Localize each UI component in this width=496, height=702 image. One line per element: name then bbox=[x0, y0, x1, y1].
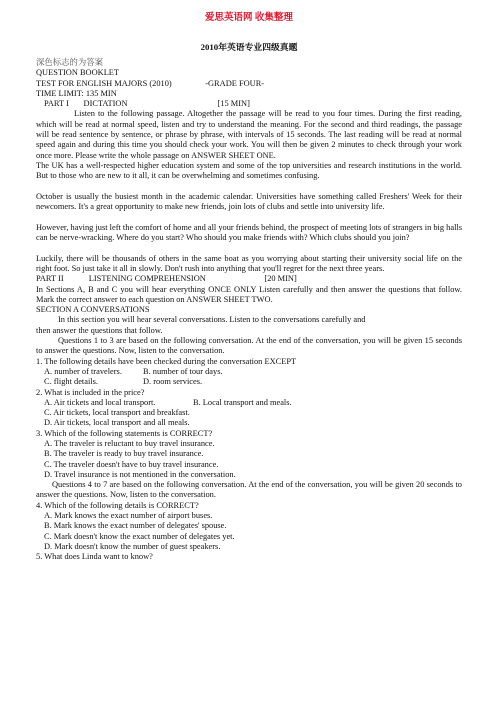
section-a-heading: SECTION A CONVERSATIONS bbox=[36, 305, 150, 315]
section-a-intro: In this section you will hear several conversations. Listen to the conversations carefully and bbox=[58, 315, 366, 325]
test-line: TEST FOR ENGLISH MAJORS (2010) -GRADE FOUR- bbox=[36, 78, 265, 88]
option: C. flight details. bbox=[44, 377, 98, 387]
exam-page bbox=[36, 12, 462, 563]
question-stem: 1. The following details have been checked during the conversation EXCEPT bbox=[36, 356, 297, 366]
option: D. Mark doesn't know the number of guest speakers. bbox=[44, 541, 221, 551]
option: B. Local transport and meals. bbox=[193, 397, 292, 407]
question-stem: 5. What does Linda want to know? bbox=[36, 552, 153, 562]
part1-instructions: Listen to the following passage. Altogether the passage will be read to you four times. During the first reading, which will be read at normal speed, listen and try to understand the meaning. For the second and third readings, the passage will be read sentence by sentence, or phrase by phrase, with intervals of 15 seconds. The last reading will be read at normal speed again and during this time you should check your work. You will then be given 2 minutes to check through your work once more. Please write the whole passage on ANSWER SHEET ONE. bbox=[36, 109, 462, 160]
time-limit: TIME LIMIT: 135 MIN bbox=[36, 88, 117, 98]
option: C. The traveler doesn't have to buy travel insurance. bbox=[44, 459, 219, 469]
option: C. Mark doesn't know the exact number of delegates yet. bbox=[44, 531, 235, 541]
q1-3-intro: Questions 1 to 3 are based on the following conversation. At the end of the conversation, you will be given 15 seconds to answer the questions. Now, listen to the conversation. bbox=[36, 336, 462, 356]
dictation-paragraph: October is usually the busiest month in the academic calendar. Universities have something called Freshers' Week for their newcomers. It's a great opportunity to make new friends, join lots of clubs and settle into university life. bbox=[36, 191, 462, 212]
option: A. number of travelers. bbox=[44, 366, 122, 376]
option: A. Air tickets and local transport. bbox=[44, 397, 156, 407]
part2-heading: PART II LISTENING COMPREHENSION [20 MIN] bbox=[36, 274, 297, 284]
option: C. Air tickets, local transport and breakfast. bbox=[44, 408, 190, 418]
q4-7-intro: Questions 4 to 7 are based on the following conversation. At the end of the conversation, you will be given 20 seconds to answer the questions. Now, listen to the conversation. bbox=[36, 480, 462, 500]
site-header: 爱思英语网 收集整理 bbox=[205, 13, 293, 23]
option: B. Mark knows the exact number of delegates' spouse. bbox=[44, 521, 227, 531]
question-stem: 3. Which of the following statements is CORRECT? bbox=[36, 428, 213, 438]
dictation-paragraph: The UK has a well-respected higher education system and some of the top universities and research institutions in the world. But to those who are new to it all, it can be overwhelming and sometimes confusing. bbox=[36, 160, 462, 181]
option: A. Mark knows the exact number of airport buses. bbox=[44, 511, 213, 521]
part1-heading: PART I DICTATION [15 MIN] bbox=[44, 99, 250, 109]
option: D. room services. bbox=[143, 377, 203, 387]
option: B. number of tour days. bbox=[143, 366, 223, 376]
option: B. The traveler is ready to buy travel insurance. bbox=[44, 449, 204, 459]
dictation-paragraph: However, having just left the comfort of home and all your friends behind, the prospect of meeting lots of strangers in big halls can be nerve-wracking. Where do you start? Who should you make friends with? Which clubs should you join? bbox=[36, 222, 462, 243]
page-title: 2010年英语专业四级真题 bbox=[200, 42, 298, 52]
question-stem: 2. What is included in the price? bbox=[36, 387, 145, 397]
part2-instructions: In Sections A, B and C you will hear everything ONCE ONLY Listen carefully and then answer the questions that follow. Mark the correct answer to each question on ANSWER SHEET TWO. bbox=[36, 284, 462, 304]
dictation-paragraph: Luckily, there will be thousands of others in the same boat as you worrying about starting their university social life on the right foot. So just take it all in slowly. Don't rush into anything that you'll regret for the next three years. bbox=[36, 253, 462, 273]
option: D. Air tickets, local transport and all meals. bbox=[44, 418, 190, 428]
booklet-label: QUESTION BOOKLET bbox=[36, 68, 120, 78]
answer-note: 深色标志的为答案 bbox=[36, 58, 103, 67]
section-a-intro-cont: then answer the questions that follow. bbox=[36, 325, 163, 335]
question-stem: 4. Which of the following details is CORRECT? bbox=[36, 500, 199, 510]
option: D. Travel insurance is not mentioned in the conversation. bbox=[44, 469, 236, 479]
option: A. The traveler is reluctant to buy travel insurance. bbox=[44, 438, 215, 448]
